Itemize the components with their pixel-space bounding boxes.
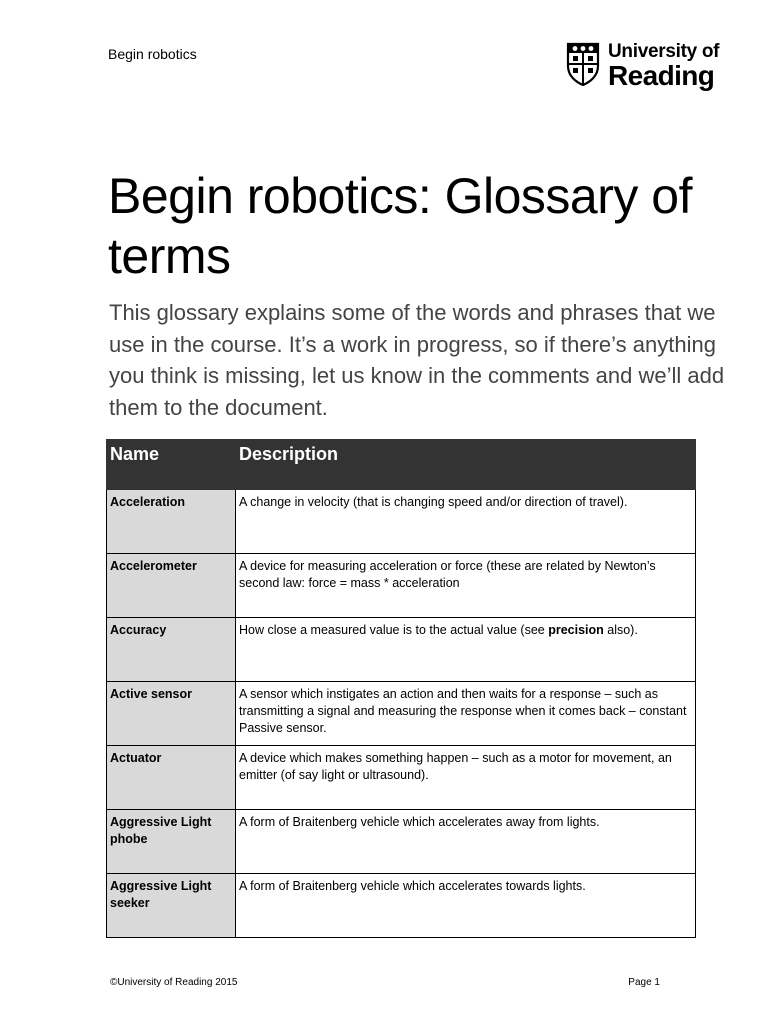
intro-paragraph: This glossary explains some of the words and phrases that we use in the course. It’s a work in progress, so if there’s anything you think is missing, let us know in the comments and we’ll add them to the document. — [109, 300, 725, 420]
term-name: Aggressive Light phobe — [107, 810, 236, 874]
university-logo — [566, 42, 719, 90]
logo-text-line1: University of — [608, 41, 720, 62]
term-name: Aggressive Light seeker — [107, 874, 236, 938]
column-header-name: Name — [107, 440, 236, 490]
footer-page-number: Page 1 — [628, 977, 660, 988]
description-text: How close a measured value is to the actual value (see — [239, 623, 549, 637]
term-description — [236, 618, 696, 682]
description-emphasis: precision — [548, 623, 604, 637]
table-row — [107, 874, 696, 938]
table-row — [107, 746, 696, 810]
crest-icon — [566, 42, 600, 86]
term-description: A form of Braitenberg vehicle which accelerates away from lights. — [236, 810, 696, 874]
term-name: Accuracy — [107, 618, 236, 682]
table-header-row — [107, 440, 696, 490]
term-name: Accelerometer — [107, 554, 236, 618]
term-name: Active sensor — [107, 682, 236, 746]
table-row — [107, 490, 696, 554]
footer-copyright: ©University of Reading 2015 — [110, 977, 238, 988]
term-name: Actuator — [107, 746, 236, 810]
term-description: A form of Braitenberg vehicle which accelerates towards lights. — [236, 874, 696, 938]
term-description: A device which makes something happen – such as a motor for movement, an emitter (of say light or ultrasound). — [236, 746, 696, 810]
glossary-table — [106, 439, 696, 938]
column-header-description: Description — [236, 440, 696, 490]
table-row — [107, 810, 696, 874]
term-description: A device for measuring acceleration or force (these are related by Newton’s second law: force = mass * acceleration — [236, 554, 696, 618]
term-description: A sensor which instigates an action and then waits for a response – such as transmitting a signal and measuring the response when it comes back – constant Passive sensor. — [236, 682, 696, 746]
term-description: A change in velocity (that is changing speed and/or direction of travel). — [236, 490, 696, 554]
description-text: also). — [603, 623, 638, 637]
logo-text-line2: Reading — [608, 60, 715, 91]
running-header: Begin robotics — [108, 46, 197, 62]
term-name: Acceleration — [107, 490, 236, 554]
table-row — [107, 554, 696, 618]
table-row — [107, 618, 696, 682]
table-row — [107, 682, 696, 746]
page-title: Begin robotics: Glossary of terms — [108, 168, 692, 284]
